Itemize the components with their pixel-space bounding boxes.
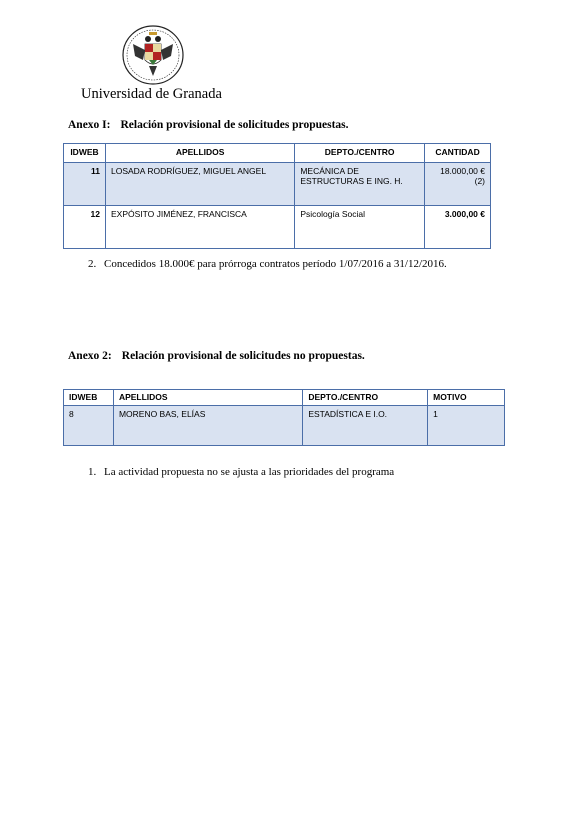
annex2-title: Relación provisional de solicitudes no propuestas.: [121, 350, 365, 362]
column-header: DEPTO./CENTRO: [303, 390, 428, 406]
apellidos-cell: EXPÓSITO JIMÉNEZ, FRANCISCA: [105, 206, 294, 249]
footnote-text: Concedidos 18.000€ para prórroga contratos período 1/07/2016 a 31/12/2016.: [104, 258, 447, 270]
cantidad-cell: [425, 163, 491, 206]
column-header: CANTIDAD: [425, 144, 491, 163]
university-name: Universidad de Granada: [81, 86, 222, 102]
column-header: APELLIDOS: [113, 390, 302, 406]
motivo-cell: 1: [428, 406, 505, 446]
table-row: [64, 163, 491, 206]
table-row: [64, 406, 505, 446]
apellidos-cell: MORENO BAS, ELÍAS: [113, 406, 302, 446]
column-header: APELLIDOS: [105, 144, 294, 163]
annex2-heading: [68, 350, 365, 362]
footnote-number: 2.: [88, 258, 97, 270]
annex1-header-row: [64, 144, 491, 163]
depto-cell: MECÁNICA DE ESTRUCTURAS E ING. H.: [295, 163, 425, 206]
annex2-header-row: [64, 390, 505, 406]
apellidos-cell: LOSADA RODRÍGUEZ, MIGUEL ANGEL: [105, 163, 294, 206]
annex1-footnote: [88, 258, 447, 270]
column-header: IDWEB: [64, 390, 114, 406]
column-header: IDWEB: [64, 144, 106, 163]
idweb-cell: 8: [64, 406, 114, 446]
column-header: DEPTO./CENTRO: [295, 144, 425, 163]
cantidad-cell: 3.000,00 €: [425, 206, 491, 249]
annex1-number: Anexo I:: [68, 119, 111, 131]
depto-cell: Psicología Social: [295, 206, 425, 249]
footnote-text: La actividad propuesta no se ajusta a las prioridades del programa: [104, 466, 395, 478]
column-header: MOTIVO: [428, 390, 505, 406]
idweb-cell: 11: [64, 163, 106, 206]
footnote-number: 1.: [88, 466, 97, 478]
annex1-heading: [68, 119, 349, 131]
annex2-footnote: [88, 466, 394, 478]
cantidad-value: 18.000,00 €: [440, 166, 485, 176]
annex2-number: Anexo 2:: [68, 350, 112, 362]
annex1-table: [63, 143, 491, 249]
idweb-cell: 12: [64, 206, 106, 249]
table-row: [64, 206, 491, 249]
depto-cell: ESTADÍSTICA E I.O.: [303, 406, 428, 446]
annex1-title: Relación provisional de solicitudes propuestas.: [120, 119, 349, 131]
cantidad-note: (2): [474, 176, 485, 186]
university-crest-icon: [121, 24, 185, 86]
annex2-table: [63, 389, 505, 446]
